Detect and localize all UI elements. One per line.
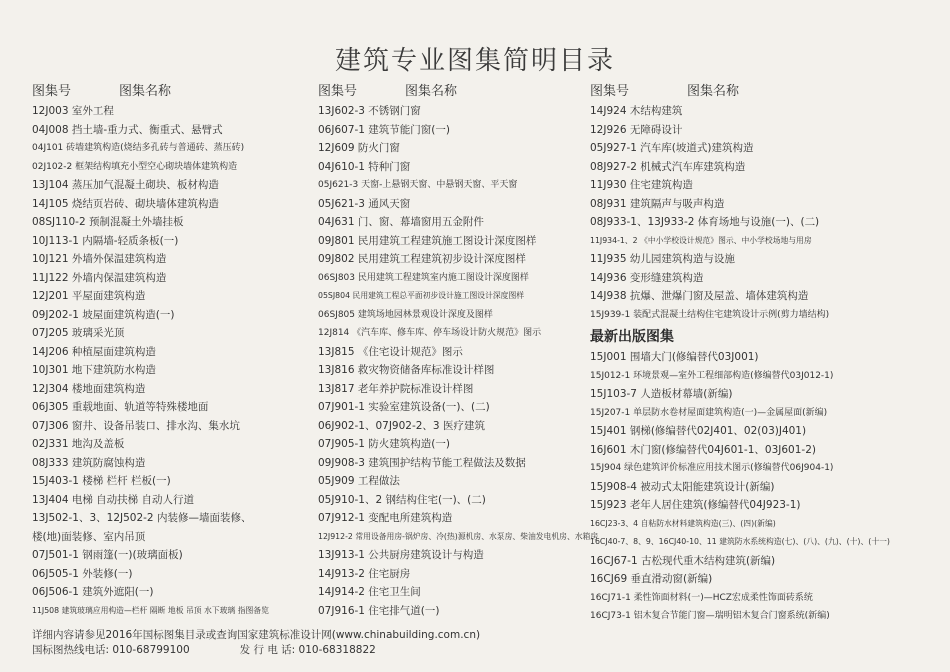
catalog-item: 09J908-3 建筑围护结构节能工程做法及数据 (318, 456, 526, 469)
hotline-phone: 国标图热线电话: 010-68799100 (32, 644, 190, 656)
catalog-item: 08J931 建筑隔声与吸声构造 (590, 197, 725, 210)
header-number: 图集号 (32, 84, 72, 99)
new-publications-heading: 最新出版图集 (590, 329, 674, 345)
catalog-item: 08J333 建筑防腐蚀构造 (32, 456, 146, 469)
catalog-item: 07J916-1 住宅排气道(一) (318, 604, 440, 617)
catalog-column-1 (32, 80, 322, 620)
catalog-list (318, 102, 599, 620)
header-name: 图集名称 (687, 84, 740, 99)
catalog-item: 15J923 老年人居住建筑(修编替代04J923-1) (590, 499, 801, 511)
catalog-item: 15J939-1 装配式混凝土结构住宅建筑设计示例(剪力墙结构) (590, 309, 830, 320)
catalog-item: 12J201 平屋面建筑构造 (32, 290, 146, 302)
catalog-item: 13J816 救灾物资储备库标准设计样图 (318, 364, 495, 376)
footer (32, 628, 480, 658)
catalog-item: 05J621-3 天窗-上悬钢天窗、中悬钢天窗、平天窗 (318, 180, 518, 190)
catalog-item: 14J913-2 住宅厨房 (318, 567, 411, 580)
column-header (32, 80, 322, 102)
catalog-item: 16CJ67-1 古松现代重木结构建筑(新编) (590, 554, 776, 567)
catalog-item: 11J122 外墙内保温建筑构造 (32, 271, 167, 284)
catalog-item: 14J105 烧结页岩砖、砌块墙体建筑构造 (32, 197, 219, 210)
catalog-item: 04J610-1 特种门窗 (318, 160, 411, 173)
catalog-item: 04J631 门、窗、幕墙窗用五金附件 (318, 216, 484, 228)
catalog-item: 08J927-2 机械式汽车库建筑构造 (590, 160, 746, 173)
catalog-item: 06J607-1 建筑节能门窗(一) (318, 123, 450, 136)
catalog-item: 07J306 窗井、设备吊装口、排水沟、集水坑 (32, 419, 240, 432)
catalog-item: 12J912-2 常用设备用房-锅炉房、冷(热)源机房、水泵房、柴油发电机房、水箱房 (318, 531, 599, 541)
header-name: 图集名称 (405, 84, 458, 99)
catalog-item: 10J121 外墙外保温建筑构造 (32, 253, 167, 265)
catalog-item: 13J913-1 公共厨房建筑设计与构造 (318, 549, 484, 561)
catalog-item: 12J304 楼地面建筑构造 (32, 382, 146, 395)
new-publications-list (590, 348, 930, 626)
catalog-item: 07J905-1 防火建筑构造(一) (318, 438, 450, 450)
catalog-item: 15J012-1 环境景观—室外工程细部构造(修编替代03J012-1) (590, 370, 834, 381)
catalog-item: 16CJ23-3、4 自粘防水材料建筑构造(三)、(四)(新编) (590, 518, 776, 528)
catalog-item: 15J403-1 楼梯 栏杆 栏板(一) (32, 475, 171, 487)
footer-reference-note: 详细内容请参见2016年国标图集目录或查询国家建筑标准设计网(www.chinabuilding.com.cn) (32, 629, 481, 641)
catalog-list (32, 102, 322, 620)
catalog-item: 04J008 挡土墙-重力式、衡重式、悬臂式 (32, 123, 223, 136)
catalog-item: 15J001 围墙大门(修编替代03J001) (590, 351, 759, 363)
catalog-item: 13J502-1、3、12J502-2 内装修—墙面装修、 (32, 512, 252, 524)
catalog-item: 11J934-1、2 《中小学校设计规范》图示、中小学校场地与用房 (590, 235, 812, 245)
catalog-item: 06J505-1 外装修(一) (32, 567, 133, 580)
catalog-item: 16CJ40-7、8、9、16CJ40-10、11 建筑防水系统构造(七)、(八)、(九)、(十)、(十一) (590, 537, 890, 546)
catalog-item: 05J927-1 汽车库(坡道式)建筑构造 (590, 142, 754, 154)
catalog-item: 楼(地)面装修、室内吊顶 (32, 530, 146, 543)
catalog-item: 05SJ804 民用建筑工程总平面初步设计施工图设计深度图样 (318, 291, 525, 300)
catalog-item: 06J305 重载地面、轨道等特殊楼地面 (32, 401, 209, 413)
catalog-item: 02J331 地沟及盖板 (32, 438, 125, 450)
catalog-item: 12J003 室外工程 (32, 105, 114, 117)
catalog-item: 05J910-1、2 钢结构住宅(一)、(二) (318, 493, 486, 506)
catalog-item: 10J301 地下建筑防水构造 (32, 364, 156, 376)
catalog-item: 09J801 民用建筑工程建筑施工图设计深度图样 (318, 234, 537, 247)
catalog-item: 08J933-1、13J933-2 体育场地与设施(一)、(二) (590, 216, 820, 228)
catalog-item: 06SJ803 民用建筑工程建筑室内施工图设计深度图样 (318, 272, 529, 283)
catalog-item: 08SJ110-2 预制混凝土外墙挂板 (32, 216, 184, 228)
catalog-item: 16CJ69 垂直滑动窗(新编) (590, 573, 713, 585)
catalog-item: 07J205 玻璃采光顶 (32, 327, 125, 339)
catalog-item: 16CJ73-1 铝木复合节能门窗—瑞明铝木复合门窗系统(新编) (590, 611, 830, 621)
catalog-item: 13J104 蒸压加气混凝土砌块、板材构造 (32, 179, 219, 191)
catalog-item: 07J912-1 变配电所建筑构造 (318, 512, 453, 524)
catalog-list (590, 102, 930, 324)
catalog-item: 10J113-1 内隔墙-轻质条板(一) (32, 234, 179, 247)
catalog-item: 04J101 砖墙建筑构造(烧结多孔砖与普通砖、蒸压砖) (32, 143, 245, 153)
catalog-item: 16J601 木门窗(修编替代04J601-1、03J601-2) (590, 443, 816, 456)
catalog-item: 11J508 建筑玻璃应用构造—栏杆 隔断 地板 吊顶 水下玻璃 指图备览 (32, 605, 269, 615)
catalog-item: 14J924 木结构建筑 (590, 105, 683, 117)
catalog-item: 05J621-3 通风天窗 (318, 197, 411, 210)
header-number: 图集号 (318, 84, 358, 99)
catalog-item: 13J602-3 不锈钢门窗 (318, 105, 421, 117)
catalog-item: 02J102-2 框架结构填充小型空心砌块墙体建筑构造 (32, 161, 238, 172)
catalog-column-3 (590, 80, 930, 626)
catalog-item: 14J936 变形缝建筑构造 (590, 271, 704, 284)
catalog-item: 07J901-1 实验室建筑设备(一)、(二) (318, 401, 490, 413)
catalog-item: 13J404 电梯 自动扶梯 自动人行道 (32, 493, 195, 506)
catalog-item: 12J609 防火门窗 (318, 142, 400, 154)
catalog-item: 13J815 《住宅设计规范》图示 (318, 345, 463, 358)
catalog-item: 14J938 抗爆、泄爆门窗及屋盖、墙体建筑构造 (590, 290, 809, 302)
column-header (590, 80, 930, 102)
catalog-item: 06J506-1 建筑外遮阳(一) (32, 586, 154, 598)
column-header (318, 80, 590, 102)
catalog-item: 09J202-1 坡屋面建筑构造(一) (32, 308, 175, 321)
catalog-item: 12J926 无障碍设计 (590, 123, 683, 136)
catalog-item: 07J501-1 钢雨篷(一)(玻璃面板) (32, 549, 183, 561)
catalog-item: 14J914-2 住宅卫生间 (318, 586, 421, 598)
catalog-item: 15J207-1 单层防水卷材屋面建筑构造(一)—金属屋面(新编) (590, 407, 828, 418)
header-number: 图集号 (590, 84, 630, 99)
header-name: 图集名称 (119, 84, 172, 99)
distribution-phone: 发 行 电 话: 010-68318822 (239, 644, 376, 656)
catalog-item: 14J206 种植屋面建筑构造 (32, 345, 156, 358)
catalog-column-2 (318, 80, 599, 620)
page-title: 建筑专业图集简明目录 (334, 46, 615, 76)
catalog-item: 09J802 民用建筑工程建筑初步设计深度图样 (318, 253, 526, 265)
catalog-item: 11J935 幼儿园建筑构造与设施 (590, 253, 735, 265)
catalog-item: 15J401 钢梯(修编替代02J401、02(03)J401) (590, 425, 807, 437)
catalog-item: 12J814 《汽车库、修车库、停车场设计防火规范》图示 (318, 328, 542, 338)
catalog-item: 06SJ805 建筑场地园林景观设计深度及图样 (318, 309, 493, 320)
catalog-item: 16CJ71-1 柔性饰面材料(一)—HCZ宏成柔性饰面砖系统 (590, 592, 813, 603)
catalog-item: 15J103-7 人造板材幕墙(新编) (590, 388, 733, 400)
catalog-item: 05J909 工程做法 (318, 475, 400, 487)
catalog-item: 11J930 住宅建筑构造 (590, 179, 693, 191)
catalog-item: 13J817 老年养护院标准设计样图 (318, 382, 474, 395)
catalog-item: 15J908-4 被动式太阳能建筑设计(新编) (590, 480, 775, 493)
catalog-item: 06J902-1、07J902-2、3 医疗建筑 (318, 419, 485, 432)
catalog-item: 15J904 绿色建筑评价标准应用技术图示(修编替代06J904-1) (590, 463, 834, 473)
